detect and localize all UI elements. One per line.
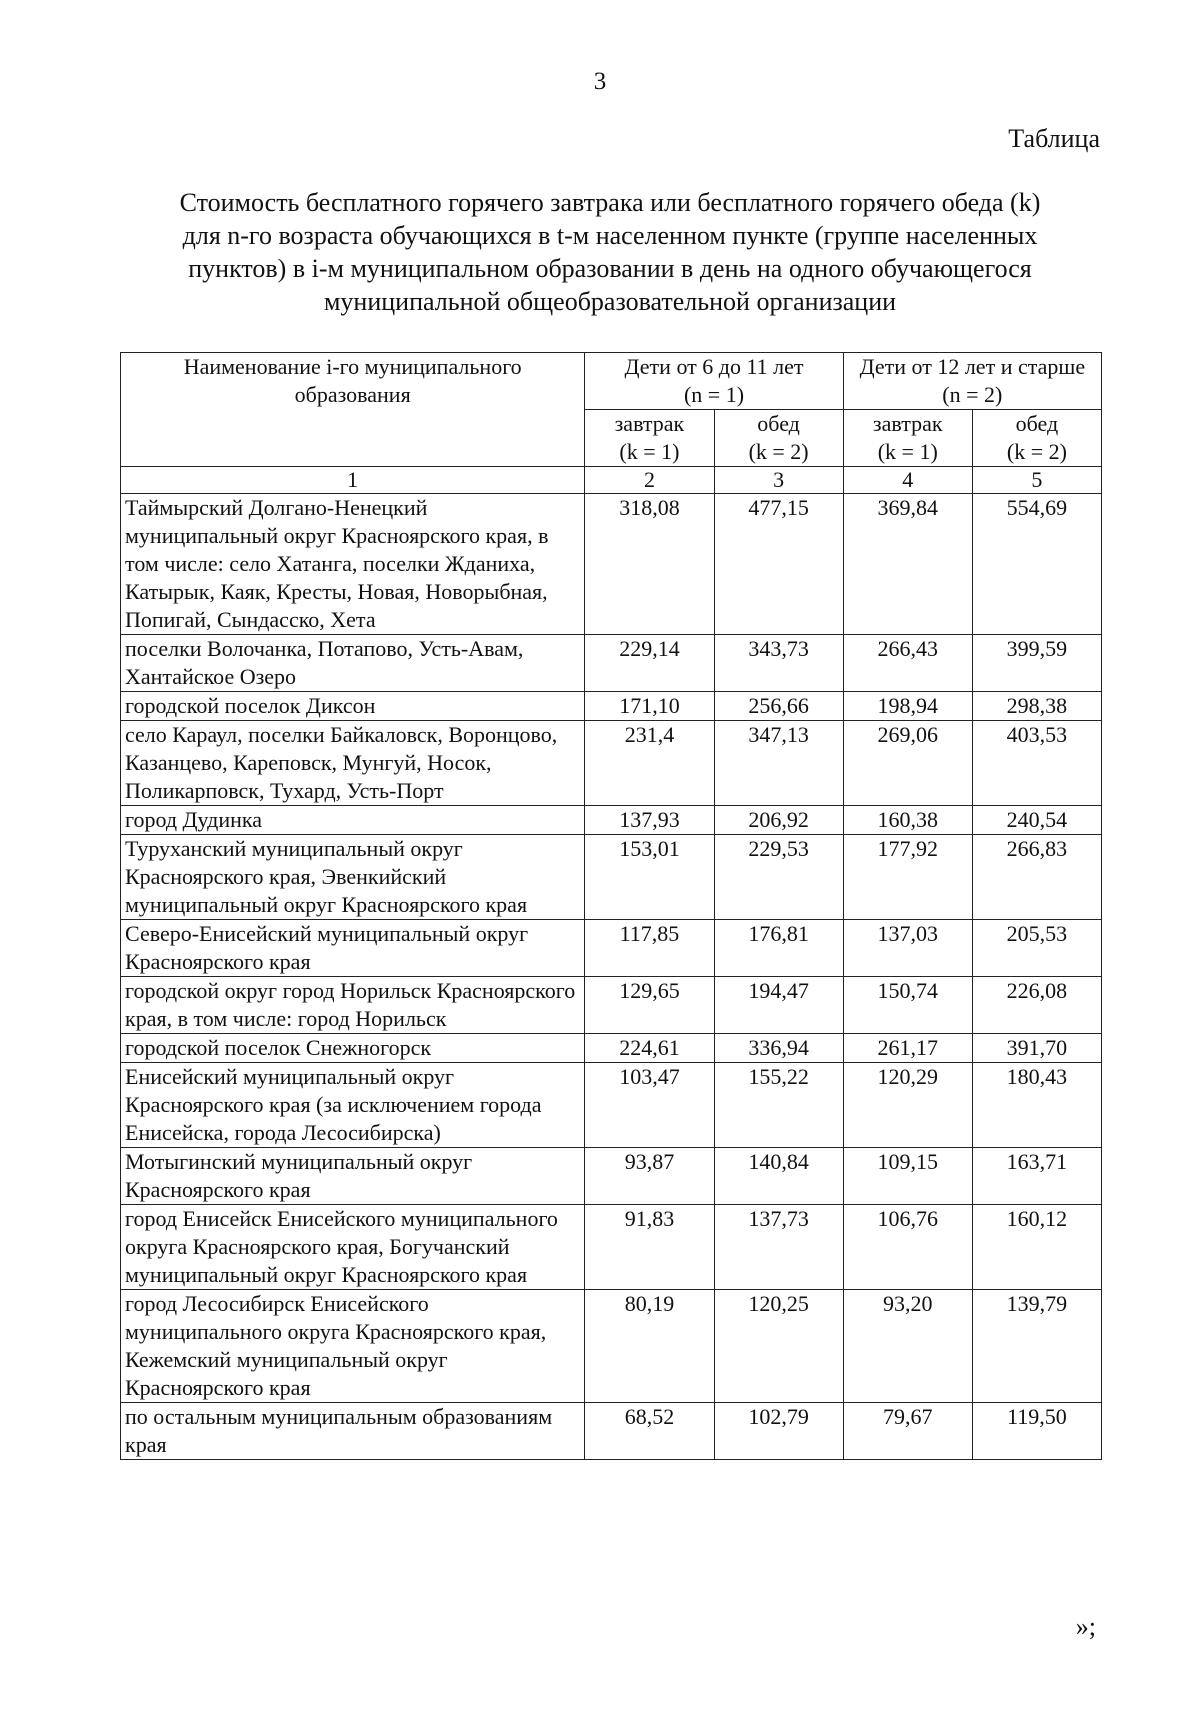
- cost-value: 109,15: [843, 1148, 972, 1205]
- cost-value: 391,70: [972, 1034, 1101, 1063]
- municipality-name: город Лесосибирск Енисейского муниципального округа Красноярского края, Кежемский муниципальный округ Красноярского края: [121, 1290, 585, 1403]
- cost-value: 91,83: [585, 1205, 714, 1290]
- cost-value: 240,54: [972, 806, 1101, 835]
- cost-value: 160,12: [972, 1205, 1101, 1290]
- header-meal-label: завтрак: [872, 411, 943, 436]
- cost-value: 231,4: [585, 721, 714, 806]
- cost-value: 318,08: [585, 494, 714, 635]
- cost-value: 68,52: [585, 1403, 714, 1460]
- table-row: [121, 835, 1102, 920]
- cost-value: 403,53: [972, 721, 1101, 806]
- cost-value: 261,17: [843, 1034, 972, 1063]
- cost-value: 137,03: [843, 920, 972, 977]
- table-row: [121, 1403, 1102, 1460]
- cost-value: 298,38: [972, 692, 1101, 721]
- cost-value: 137,93: [585, 806, 714, 835]
- table-label: Таблица: [1008, 124, 1100, 153]
- cost-value: 120,25: [714, 1290, 843, 1403]
- cost-value: 139,79: [972, 1290, 1101, 1403]
- header-meal-param: (k = 1): [619, 439, 680, 464]
- cost-value: 266,43: [843, 635, 972, 692]
- cost-value: 155,22: [714, 1063, 843, 1148]
- cost-value: 140,84: [714, 1148, 843, 1205]
- cost-value: 198,94: [843, 692, 972, 721]
- header-meal-param: (k = 2): [1006, 439, 1067, 464]
- municipality-name: городской округ город Норильск Красноярского края, в том числе: город Норильск: [121, 977, 585, 1034]
- municipality-name: Мотыгинский муниципальный округ Красноярского края: [121, 1148, 585, 1205]
- table-row: [121, 1290, 1102, 1403]
- table-row: [121, 806, 1102, 835]
- title-line: муниципальной общеобразовательной организации: [323, 287, 897, 316]
- cost-value: 103,47: [585, 1063, 714, 1148]
- municipality-name: Енисейский муниципальный округ Красноярского края (за исключением города Енисейска, города Лесосибирска): [121, 1063, 585, 1148]
- cost-value: 160,38: [843, 806, 972, 835]
- cost-value: 177,92: [843, 835, 972, 920]
- column-index: 3: [714, 467, 843, 494]
- column-index: 1: [121, 467, 585, 494]
- cost-value: 120,29: [843, 1063, 972, 1148]
- header-group-children-12-plus: [843, 353, 1101, 410]
- cost-value: 171,10: [585, 692, 714, 721]
- cost-value: 477,15: [714, 494, 843, 635]
- cost-value: 176,81: [714, 920, 843, 977]
- header-meal-label: обед: [1015, 411, 1059, 436]
- header-breakfast: [585, 410, 714, 467]
- cost-table: [120, 352, 1102, 1460]
- table-row: [121, 1148, 1102, 1205]
- cost-value: 336,94: [714, 1034, 843, 1063]
- header-meal-label: завтрак: [614, 411, 685, 436]
- header-group-param: (n = 2): [942, 382, 1003, 407]
- cost-value: 194,47: [714, 977, 843, 1034]
- header-row-groups: [121, 353, 1102, 410]
- table-row: [121, 1205, 1102, 1290]
- municipality-name: поселки Волочанка, Потапово, Усть-Авам, Хантайское Озеро: [121, 635, 585, 692]
- cost-value: 224,61: [585, 1034, 714, 1063]
- cost-value: 93,20: [843, 1290, 972, 1403]
- municipality-name: по остальным муниципальным образованиям края: [121, 1403, 585, 1460]
- cost-value: 205,53: [972, 920, 1101, 977]
- municipality-name: Таймырский Долгано-Ненецкий муниципальный округ Красноярского края, в том числе: село Хатанга, поселки Жданиха, Катырык, Каяк, Кресты, Новая, Новорыбная, Попигай, Сындасско, Хета: [121, 494, 585, 635]
- cost-value: 79,67: [843, 1403, 972, 1460]
- header-breakfast: [843, 410, 972, 467]
- table-row: [121, 920, 1102, 977]
- cost-value: 163,71: [972, 1148, 1101, 1205]
- cost-value: 266,83: [972, 835, 1101, 920]
- municipality-name: городской поселок Диксон: [121, 692, 585, 721]
- cost-value: 180,43: [972, 1063, 1101, 1148]
- municipality-name: Северо-Енисейский муниципальный округ Красноярского края: [121, 920, 585, 977]
- column-index: 5: [972, 467, 1101, 494]
- cost-value: 102,79: [714, 1403, 843, 1460]
- table-row: [121, 721, 1102, 806]
- cost-value: 119,50: [972, 1403, 1101, 1460]
- cost-value: 206,92: [714, 806, 843, 835]
- table-title: [120, 186, 1100, 318]
- header-lunch: [714, 410, 843, 467]
- table-row: [121, 692, 1102, 721]
- table-row: [121, 1034, 1102, 1063]
- cost-value: 226,08: [972, 977, 1101, 1034]
- header-group-label: Дети от 12 лет и старше: [859, 354, 1086, 379]
- column-index: 4: [843, 467, 972, 494]
- closing-quote-mark: »;: [1075, 1612, 1096, 1641]
- table-row: [121, 977, 1102, 1034]
- table-row: [121, 635, 1102, 692]
- cost-value: 117,85: [585, 920, 714, 977]
- page-number: 3: [593, 68, 607, 95]
- cost-value: 150,74: [843, 977, 972, 1034]
- municipality-name: городской поселок Снежногорск: [121, 1034, 585, 1063]
- title-line: Стоимость бесплатного горячего завтрака или бесплатного горячего обеда (k): [179, 188, 1041, 217]
- municipality-name: село Караул, поселки Байкаловск, Воронцово, Казанцево, Кареповск, Мунгуй, Носок, Поликарповск, Тухард, Усть-Порт: [121, 721, 585, 806]
- cost-value: 347,13: [714, 721, 843, 806]
- municipality-name: город Дудинка: [121, 806, 585, 835]
- cost-value: 343,73: [714, 635, 843, 692]
- header-group-param: (n = 1): [683, 382, 745, 407]
- header-group-label: Дети от 6 до 11 лет: [624, 354, 804, 379]
- cost-value: 256,66: [714, 692, 843, 721]
- cost-value: 93,87: [585, 1148, 714, 1205]
- cost-value: 229,53: [714, 835, 843, 920]
- table-body: [121, 494, 1102, 1460]
- cost-value: 106,76: [843, 1205, 972, 1290]
- cost-value: 369,84: [843, 494, 972, 635]
- cost-value: 269,06: [843, 721, 972, 806]
- header-meal-label: обед: [757, 411, 800, 436]
- cost-value: 554,69: [972, 494, 1101, 635]
- cost-value: 137,73: [714, 1205, 843, 1290]
- header-municipality: Наименование i-го муниципального образования: [121, 353, 585, 467]
- header-lunch: [972, 410, 1101, 467]
- header-group-children-6-11: [585, 353, 843, 410]
- municipality-name: Туруханский муниципальный округ Красноярского края, Эвенкийский муниципальный округ Красноярского края: [121, 835, 585, 920]
- municipality-name: город Енисейск Енисейского муниципального округа Красноярского края, Богучанский муниципальный округ Красноярского края: [121, 1205, 585, 1290]
- title-line: пунктов) в i-м муниципальном образовании в день на одного обучающегося: [188, 254, 1032, 283]
- cost-value: 80,19: [585, 1290, 714, 1403]
- cost-value: 229,14: [585, 635, 714, 692]
- header-row-index: [121, 467, 1102, 494]
- cost-value: 153,01: [585, 835, 714, 920]
- header-meal-param: (k = 1): [877, 439, 938, 464]
- table-row: [121, 1063, 1102, 1148]
- title-line: для n-го возраста обучающихся в t-м населенном пункте (группе населенных: [182, 221, 1038, 250]
- table-row: [121, 494, 1102, 635]
- table-header: [121, 353, 1102, 494]
- cost-value: 129,65: [585, 977, 714, 1034]
- column-index: 2: [585, 467, 714, 494]
- header-meal-param: (k = 2): [748, 439, 809, 464]
- cost-value: 399,59: [972, 635, 1101, 692]
